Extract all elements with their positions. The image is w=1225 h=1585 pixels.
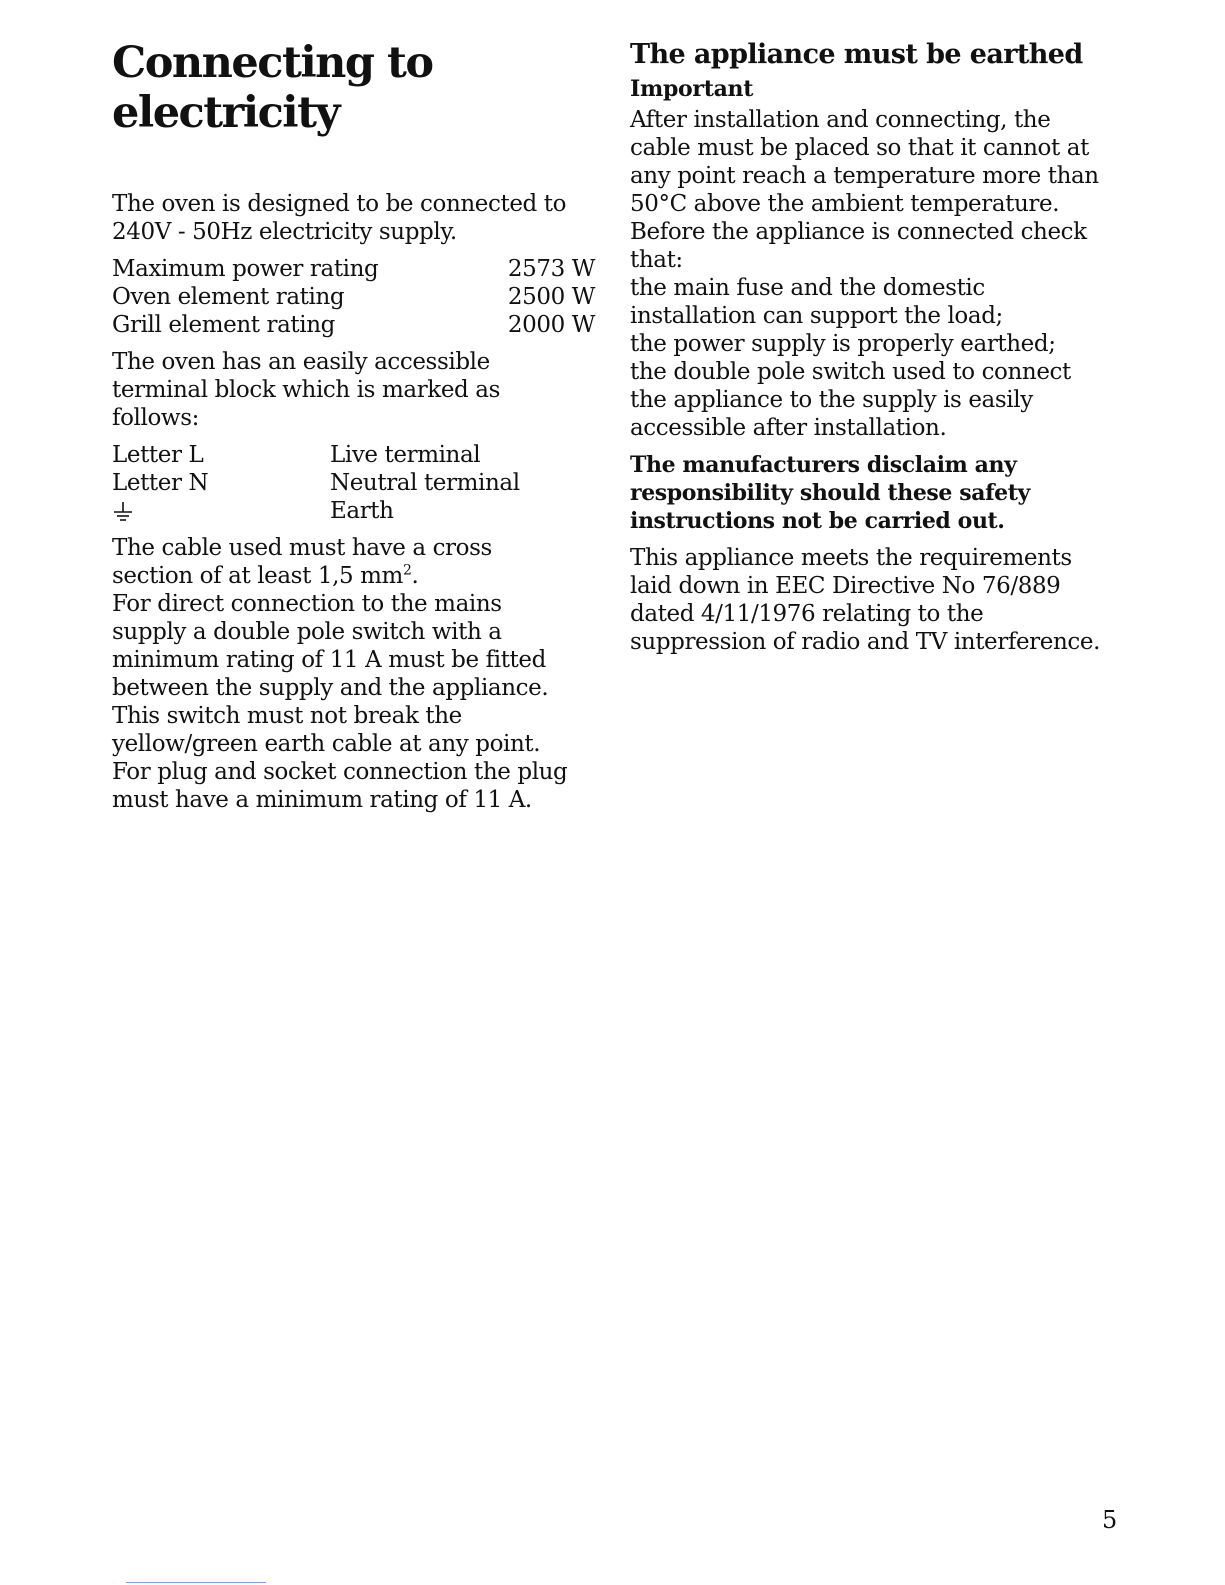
- text-line: must have a minimum rating of 11 A.: [112, 787, 532, 813]
- text-line: the power supply is properly earthed;: [630, 331, 1056, 357]
- text-line: between the supply and the appliance.: [112, 675, 549, 701]
- rating-label: Maximum power rating: [112, 256, 379, 282]
- text-line: laid down in EEC Directive No 76/889: [630, 573, 1061, 599]
- terminal-row: [112, 469, 520, 497]
- text-line: 50°C above the ambient temperature.: [630, 191, 1060, 217]
- rating-row: [112, 283, 595, 311]
- cable-section-text: section of at least 1,5 mm: [112, 563, 403, 589]
- terminal-block-paragraph: [112, 348, 602, 432]
- text-line: supply a double pole switch with a: [112, 619, 502, 645]
- rating-row: [112, 311, 595, 339]
- terminal-markings-table: [112, 441, 520, 525]
- superscript: 2: [402, 562, 412, 579]
- text-line: cable must be placed so that it cannot at: [630, 135, 1089, 161]
- text-line: instructions not be carried out.: [630, 508, 1005, 534]
- text-line: the double pole switch used to connect: [630, 359, 1071, 385]
- text-line: The oven has an easily accessible: [112, 349, 490, 375]
- text-line: that:: [630, 247, 683, 273]
- rating-row: [112, 255, 595, 283]
- text-line: The cable used must have a cross: [112, 535, 492, 561]
- text-line: follows:: [112, 405, 199, 431]
- subsection-heading: Important: [630, 76, 754, 102]
- text-line: For direct connection to the mains: [112, 591, 502, 617]
- text-line: After installation and connecting, the: [630, 107, 1051, 133]
- scan-edge-line: [126, 1582, 266, 1583]
- text-line: Before the appliance is connected check: [630, 219, 1087, 245]
- page-title-line: electricity: [112, 88, 339, 138]
- directive-paragraph: [630, 544, 1130, 656]
- text-line: suppression of radio and TV interference.: [630, 629, 1101, 655]
- text-line: responsibility should these safety: [630, 480, 1030, 506]
- text-line: minimum rating of 11 A must be fitted: [112, 647, 546, 673]
- rating-value: 2000 W: [507, 312, 595, 338]
- text-line: The manufacturers disclaim any: [630, 452, 1017, 478]
- terminal-meaning: Neutral terminal: [330, 470, 520, 496]
- text-line: any point reach a temperature more than: [630, 163, 1099, 189]
- cable-paragraph: [112, 534, 602, 814]
- earth-ground-icon: [112, 500, 134, 524]
- disclaimer-paragraph: [630, 451, 1130, 535]
- page-title-line: Connecting to: [112, 38, 433, 88]
- text-line: dated 4/11/1976 relating to the: [630, 601, 984, 627]
- period: .: [411, 563, 419, 589]
- terminal-meaning: Live terminal: [330, 442, 481, 468]
- section-heading: The appliance must be earthed: [630, 39, 1083, 70]
- rating-value: 2573 W: [507, 256, 595, 282]
- terminal-key: [112, 497, 330, 525]
- terminal-key: Letter L: [112, 442, 204, 468]
- terminal-row: [112, 441, 520, 469]
- text-line: 240V - 50Hz electricity supply.: [112, 219, 457, 245]
- text-line: This appliance meets the requirements: [630, 545, 1072, 571]
- text-line: yellow/green earth cable at any point.: [112, 731, 541, 757]
- terminal-meaning: Earth: [330, 498, 394, 524]
- text-line: accessible after installation.: [630, 415, 947, 441]
- rating-value: 2500 W: [507, 284, 595, 310]
- intro-paragraph: [112, 190, 602, 246]
- text-line: [112, 562, 602, 590]
- terminal-key: Letter N: [112, 470, 209, 496]
- terminal-row: [112, 497, 520, 525]
- power-ratings-table: [112, 255, 595, 339]
- text-line: the appliance to the supply is easily: [630, 387, 1033, 413]
- text-line: This switch must not break the: [112, 703, 462, 729]
- rating-label: Grill element rating: [112, 312, 335, 338]
- right-column: [630, 38, 1130, 656]
- text-line: the main fuse and the domestic: [630, 275, 985, 301]
- text-line: terminal block which is marked as: [112, 377, 501, 403]
- installation-checks-paragraph: [630, 106, 1130, 442]
- text-line: For plug and socket connection the plug: [112, 759, 568, 785]
- text-line: installation can support the load;: [630, 303, 1003, 329]
- page-title: [112, 38, 602, 138]
- page-number: 5: [1102, 1506, 1118, 1534]
- left-column: [112, 38, 602, 814]
- text-line: The oven is designed to be connected to: [112, 191, 567, 217]
- rating-label: Oven element rating: [112, 284, 345, 310]
